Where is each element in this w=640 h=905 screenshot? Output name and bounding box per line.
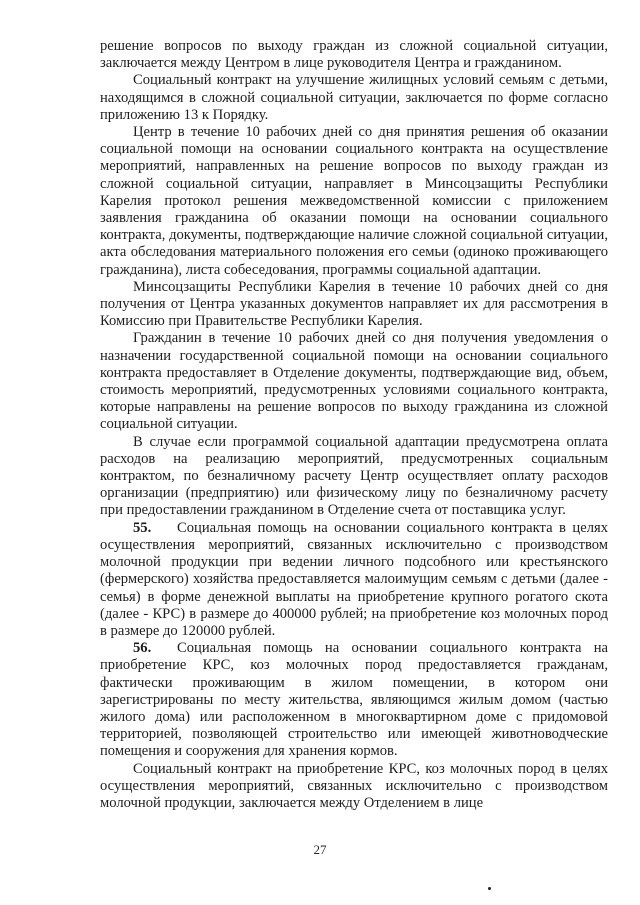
paragraph-continuation: решение вопросов по выходу граждан из сложной социальной ситуации, заключается между Центром в лице руководителя Центра и гражданином. xyxy=(100,38,608,72)
item-56-text: Социальная помощь на основании социального контракта на приобретение КРС, коз молочных пород предоставляется гражданам, фактически проживающим в жилом помещении, в котором они зарегистрированы по месту жительства, являющимся жилым домом (частью жилого дома) или расположенном в многоквартирном доме с придомовой территорией, позволяющей строительство или имеющей животноводческие помещения и сооружения для хранения кормов. xyxy=(100,640,608,760)
paragraph-ministry-forwards: Минсоцзащиты Республики Карелия в течение 10 рабочих дней со дня получения от Центра указанных документов направляет их для рассмотрения в Комиссию при Правительстве Республики Карелия. xyxy=(100,278,608,330)
paragraph-center-sends-documents: Центр в течение 10 рабочих дней со дня принятия решения об оказании социальной помощи на основании социального контракта на осуществление мероприятий, направленных на решение вопросов по выходу граждан из сложной социальной ситуации, направляет в Минсоцзащиты Республики Карелия протокол решения межведомственной комиссии с приложением заявления гражданина об оказании помощи на основании социального контракта, документы, подтверждающие наличие сложной социальной ситуации, акта обследования материального положения его семьи (одиноко проживающего гражданина), листа собеседования, программы социальной адаптации. xyxy=(100,124,608,278)
paragraph-item-55 xyxy=(100,520,608,640)
paragraph-item-56 xyxy=(100,640,608,760)
item-number-56: 56. xyxy=(133,640,152,657)
scan-speck xyxy=(488,887,491,890)
item-number-55: 55. xyxy=(133,519,152,536)
paragraph-citizen-provides-documents: Гражданин в течение 10 рабочих дней со дня получения уведомления о назначении государственной социальной помощи на основании социального контракта предоставляет в Отделение документы, подтверждающие вид, объем, стоимость мероприятий, предусмотренных условиями социального контракта, которые направлены на решение вопросов по выходу гражданина из сложной социальной ситуации. xyxy=(100,330,608,433)
page-number: 27 xyxy=(313,842,327,857)
document-page xyxy=(100,38,608,812)
paragraph-contract-cattle-goats: Социальный контракт на приобретение КРС, коз молочных пород в целях осуществления мероприятий, связанных исключительно с производством молочной продукции, заключается между Отделением в лице xyxy=(100,760,608,811)
item-55-text: Социальная помощь на основании социального контракта в целях осуществления мероприятий, связанных исключительно с производством молочной продукции при ведении личного подсобного или крестьянского (фермерского) хозяйства предоставляется малоимущим семьям с детьми (далее - семья) в форме денежной выплаты на приобретение крупного рогатого скота (далее - КРС) в размере до 400000 рублей; на приобретение коз молочных пород в размере до 120000 рублей. xyxy=(100,519,608,639)
paragraph-social-contract-housing: Социальный контракт на улучшение жилищных условий семьям с детьми, находящимся в сложной социальной ситуации, заключается по форме согласно приложению 13 к Порядку. xyxy=(100,72,608,123)
paragraph-cashless-payment: В случае если программой социальной адаптации предусмотрена оплата расходов на реализацию мероприятий, предусмотренных социальным контрактом, по безналичному расчету Центр осуществляет оплату расходов организации (предприятию) или физическому лицу по безналичному расчету при предоставлении гражданином в Отделение счета от поставщика услуг. xyxy=(100,433,608,519)
